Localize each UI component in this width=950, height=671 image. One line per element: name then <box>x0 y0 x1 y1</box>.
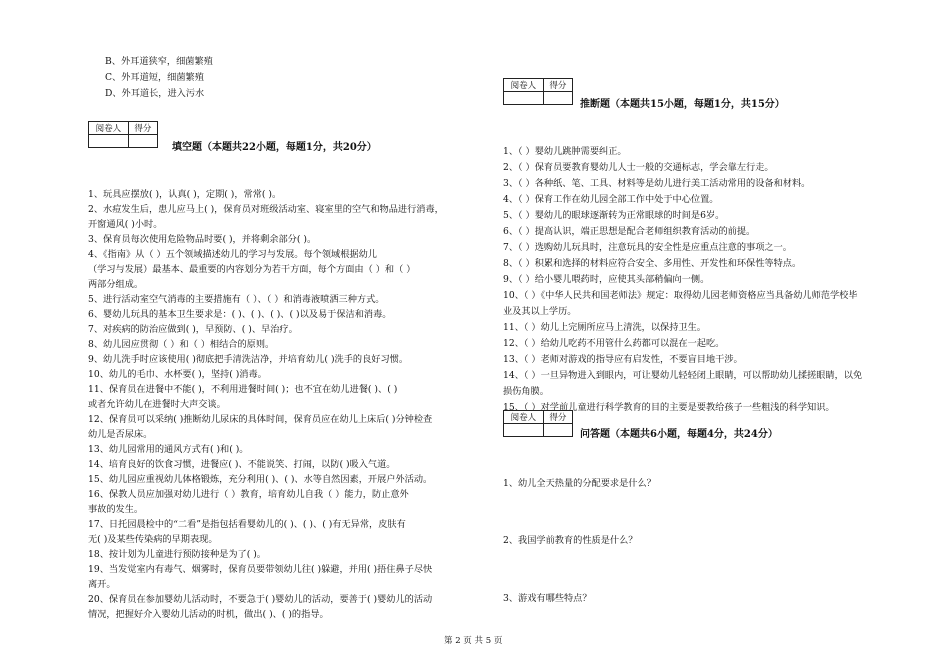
qa-section-title: 问答题（本题共6小题，每题4分，共24分） <box>580 429 778 440</box>
fill-line: （学习与发展）最基本、最重要的内容划分为若干方面，每个方面由（ ）和（ ） <box>88 264 416 275</box>
fill-line: 18、按计划为儿童进行预防接种是为了( )。 <box>88 549 266 560</box>
fill-line: 离开。 <box>88 579 116 590</box>
score-label: 得分 <box>543 411 572 424</box>
judge-line: 15、（ ）对学前儿童进行科学教育的目的主要是要教给孩子一些粗浅的科学知识。 <box>503 402 835 413</box>
qa-score-box <box>503 410 573 437</box>
judge-line: 业及其以上学历。 <box>503 306 577 317</box>
score-cell[interactable] <box>543 92 572 105</box>
fill-section-title: 填空题（本题共22小题，每题1分，共20分） <box>172 142 377 153</box>
qa-question: 1、幼儿全天热量的分配要求是什么？ <box>503 478 656 489</box>
judge-line: 3、（ ）各种纸、笔、工具、材料等是幼儿进行美工活动常用的设备和材料。 <box>503 178 811 189</box>
fill-line: 20、保育员在参加婴幼儿活动时，不要急于( )婴幼儿的活动，要善于( )婴幼儿的活动 <box>88 594 433 605</box>
judge-line: 11、（ ）幼儿上完厕所应马上清洗，以保持卫生。 <box>503 322 706 333</box>
fill-line: 11、保育员在进餐中不能( )，不利用进餐时间( )；也不宜在幼儿进餐( )、( ) <box>88 384 398 395</box>
judge-line: 损伤角膜。 <box>503 386 549 397</box>
fill-line: 10、幼儿的毛巾、水杯要( )，坚持( )消毒。 <box>88 369 267 380</box>
fill-line: 14、培育良好的饮食习惯，进餐应( )、不能说笑、打闹，以防( )吸入气道。 <box>88 459 396 470</box>
judge-line: 12、（ ）给幼儿吃药不用管什么药都可以混在一起吃。 <box>503 338 725 349</box>
fill-line: 4、《指南》从（ ）五个领域描述幼儿的学习与发展。每个领域根据幼儿 <box>88 249 377 260</box>
fill-line: 两部分组成。 <box>88 279 144 290</box>
fill-line: 5、进行活动室空气消毒的主要措施有（ ）、（ ）和消毒液喷洒三种方式。 <box>88 294 385 305</box>
fill-line: 16、保教人员应加强对幼儿进行（ ）教育，培育幼儿自我（ ）能力，防止意外 <box>88 489 409 500</box>
qa-question: 2、我国学前教育的性质是什么？ <box>503 535 638 546</box>
fill-line: 或者允许幼儿在进餐时大声交谈。 <box>88 399 226 410</box>
reviewer-cell[interactable] <box>504 92 544 105</box>
page-footer: 第 2 页 共 5 页 <box>444 636 503 646</box>
reviewer-label: 阅卷人 <box>504 411 544 424</box>
judge-line: 6、（ ）提高认识，端正思想是配合老师组织教育活动的前提。 <box>503 226 756 237</box>
reviewer-cell[interactable] <box>89 135 129 148</box>
fill-line: 13、幼儿园常用的通风方式有( )和( )。 <box>88 444 249 455</box>
reviewer-label: 阅卷人 <box>504 79 544 92</box>
fill-line: 7、对疾病的防治应做到( )，早预防、( )、早治疗。 <box>88 324 298 335</box>
fill-line: 情况，把握好介入婴幼儿活动的时机，做出( )、( )的指导。 <box>88 609 329 620</box>
fill-line: 19、当发觉室内有毒气、烟雾时，保育员要带领幼儿往( )躲避，并用( )捂住鼻子尽快 <box>88 564 433 575</box>
fill-score-box <box>88 121 158 148</box>
judge-section-title: 推断题（本题共15小题，每题1分，共15分） <box>580 99 785 110</box>
judge-line: 14、（ ）一旦异物进入到眼内，可让婴幼儿轻轻闭上眼睛，可以帮助幼儿揉搓眼睛，以免 <box>503 370 863 381</box>
option-b: B、外耳道狭窄，细菌繁殖 <box>105 56 213 67</box>
qa-question: 3、游戏有哪些特点？ <box>503 593 592 604</box>
judge-line: 7、（ ）选购幼儿玩具时，注意玩具的安全性是应重点注意的事项之一。 <box>503 242 792 253</box>
judge-line: 2、（ ）保育员要教育婴幼儿人士一般的交通标志，学会靠左行走。 <box>503 162 774 173</box>
right-column <box>475 0 950 671</box>
fill-line: 17、日托园晨检中的“二看”是指包括看婴幼儿的( )、( )、( )有无异常，皮肤有 <box>88 519 406 530</box>
fill-line: 事故的发生。 <box>88 504 144 515</box>
score-cell[interactable] <box>128 135 157 148</box>
option-d: D、外耳道长，进入污水 <box>105 88 205 99</box>
fill-line: 2、水痘发生后，患儿应马上( )，保育员对班级活动室、寝室里的空气和物品进行消毒， <box>88 204 444 215</box>
score-label: 得分 <box>128 122 157 135</box>
fill-line: 6、婴幼儿玩具的基本卫生要求是：( )、( )、( )、( )以及易于保洁和消毒。 <box>88 309 392 320</box>
judge-line: 10、（ ）《中华人民共和国老师法》规定：取得幼儿园老师资格应当具备幼儿师范学校毕 <box>503 290 858 301</box>
fill-line: 3、保育员每次使用危险物品时要( )，并将剩余部分( )。 <box>88 234 317 245</box>
fill-line: 幼儿是否尿床。 <box>88 429 153 440</box>
option-c: C、外耳道短，细菌繁殖 <box>105 72 204 83</box>
reviewer-label: 阅卷人 <box>89 122 129 135</box>
judge-line: 13、（ ）老师对游戏的指导应有启发性，不要盲目地干涉。 <box>503 354 743 365</box>
reviewer-cell[interactable] <box>504 424 544 437</box>
judge-line: 8、（ ）积累和选择的材料应符合安全、多用性、开发性和环保性等特点。 <box>503 258 802 269</box>
judge-line: 5、（ ）婴幼儿的眼球逐渐转为正常眼球的时间是6岁。 <box>503 210 725 221</box>
fill-line: 1、玩具应摆放( )，认真( )，定期( )，常常( )。 <box>88 189 282 200</box>
score-cell[interactable] <box>543 424 572 437</box>
judge-score-box <box>503 78 573 105</box>
fill-line: 开窗通风( )小时。 <box>88 219 163 230</box>
judge-line: 1、（ ）婴幼儿跳肿需要纠正。 <box>503 146 627 157</box>
judge-line: 4、（ ）保育工作在幼儿园全部工作中处于中心位置。 <box>503 194 719 205</box>
fill-line: 9、幼儿洗手时应该使用( )彻底把手清洗洁净，并培育幼儿( )洗手的良好习惯。 <box>88 354 409 365</box>
fill-line: 8、幼儿园应贯彻（ ）和（ ）相结合的原则。 <box>88 339 275 350</box>
fill-line: 15、幼儿园应重视幼儿体格锻炼，充分利用( )、( )、水等自然因素，开展户外活动。 <box>88 474 433 485</box>
score-label: 得分 <box>543 79 572 92</box>
fill-line: 无( )及某些传染病的早期表现。 <box>88 534 218 545</box>
fill-line: 12、保育员可以采纳( )推断幼儿尿床的具体时间，保育员应在幼儿上床后( )分钟检查 <box>88 414 433 425</box>
judge-line: 9、（ ）给小婴儿喂药时，应使其头部稍偏向一侧。 <box>503 274 710 285</box>
